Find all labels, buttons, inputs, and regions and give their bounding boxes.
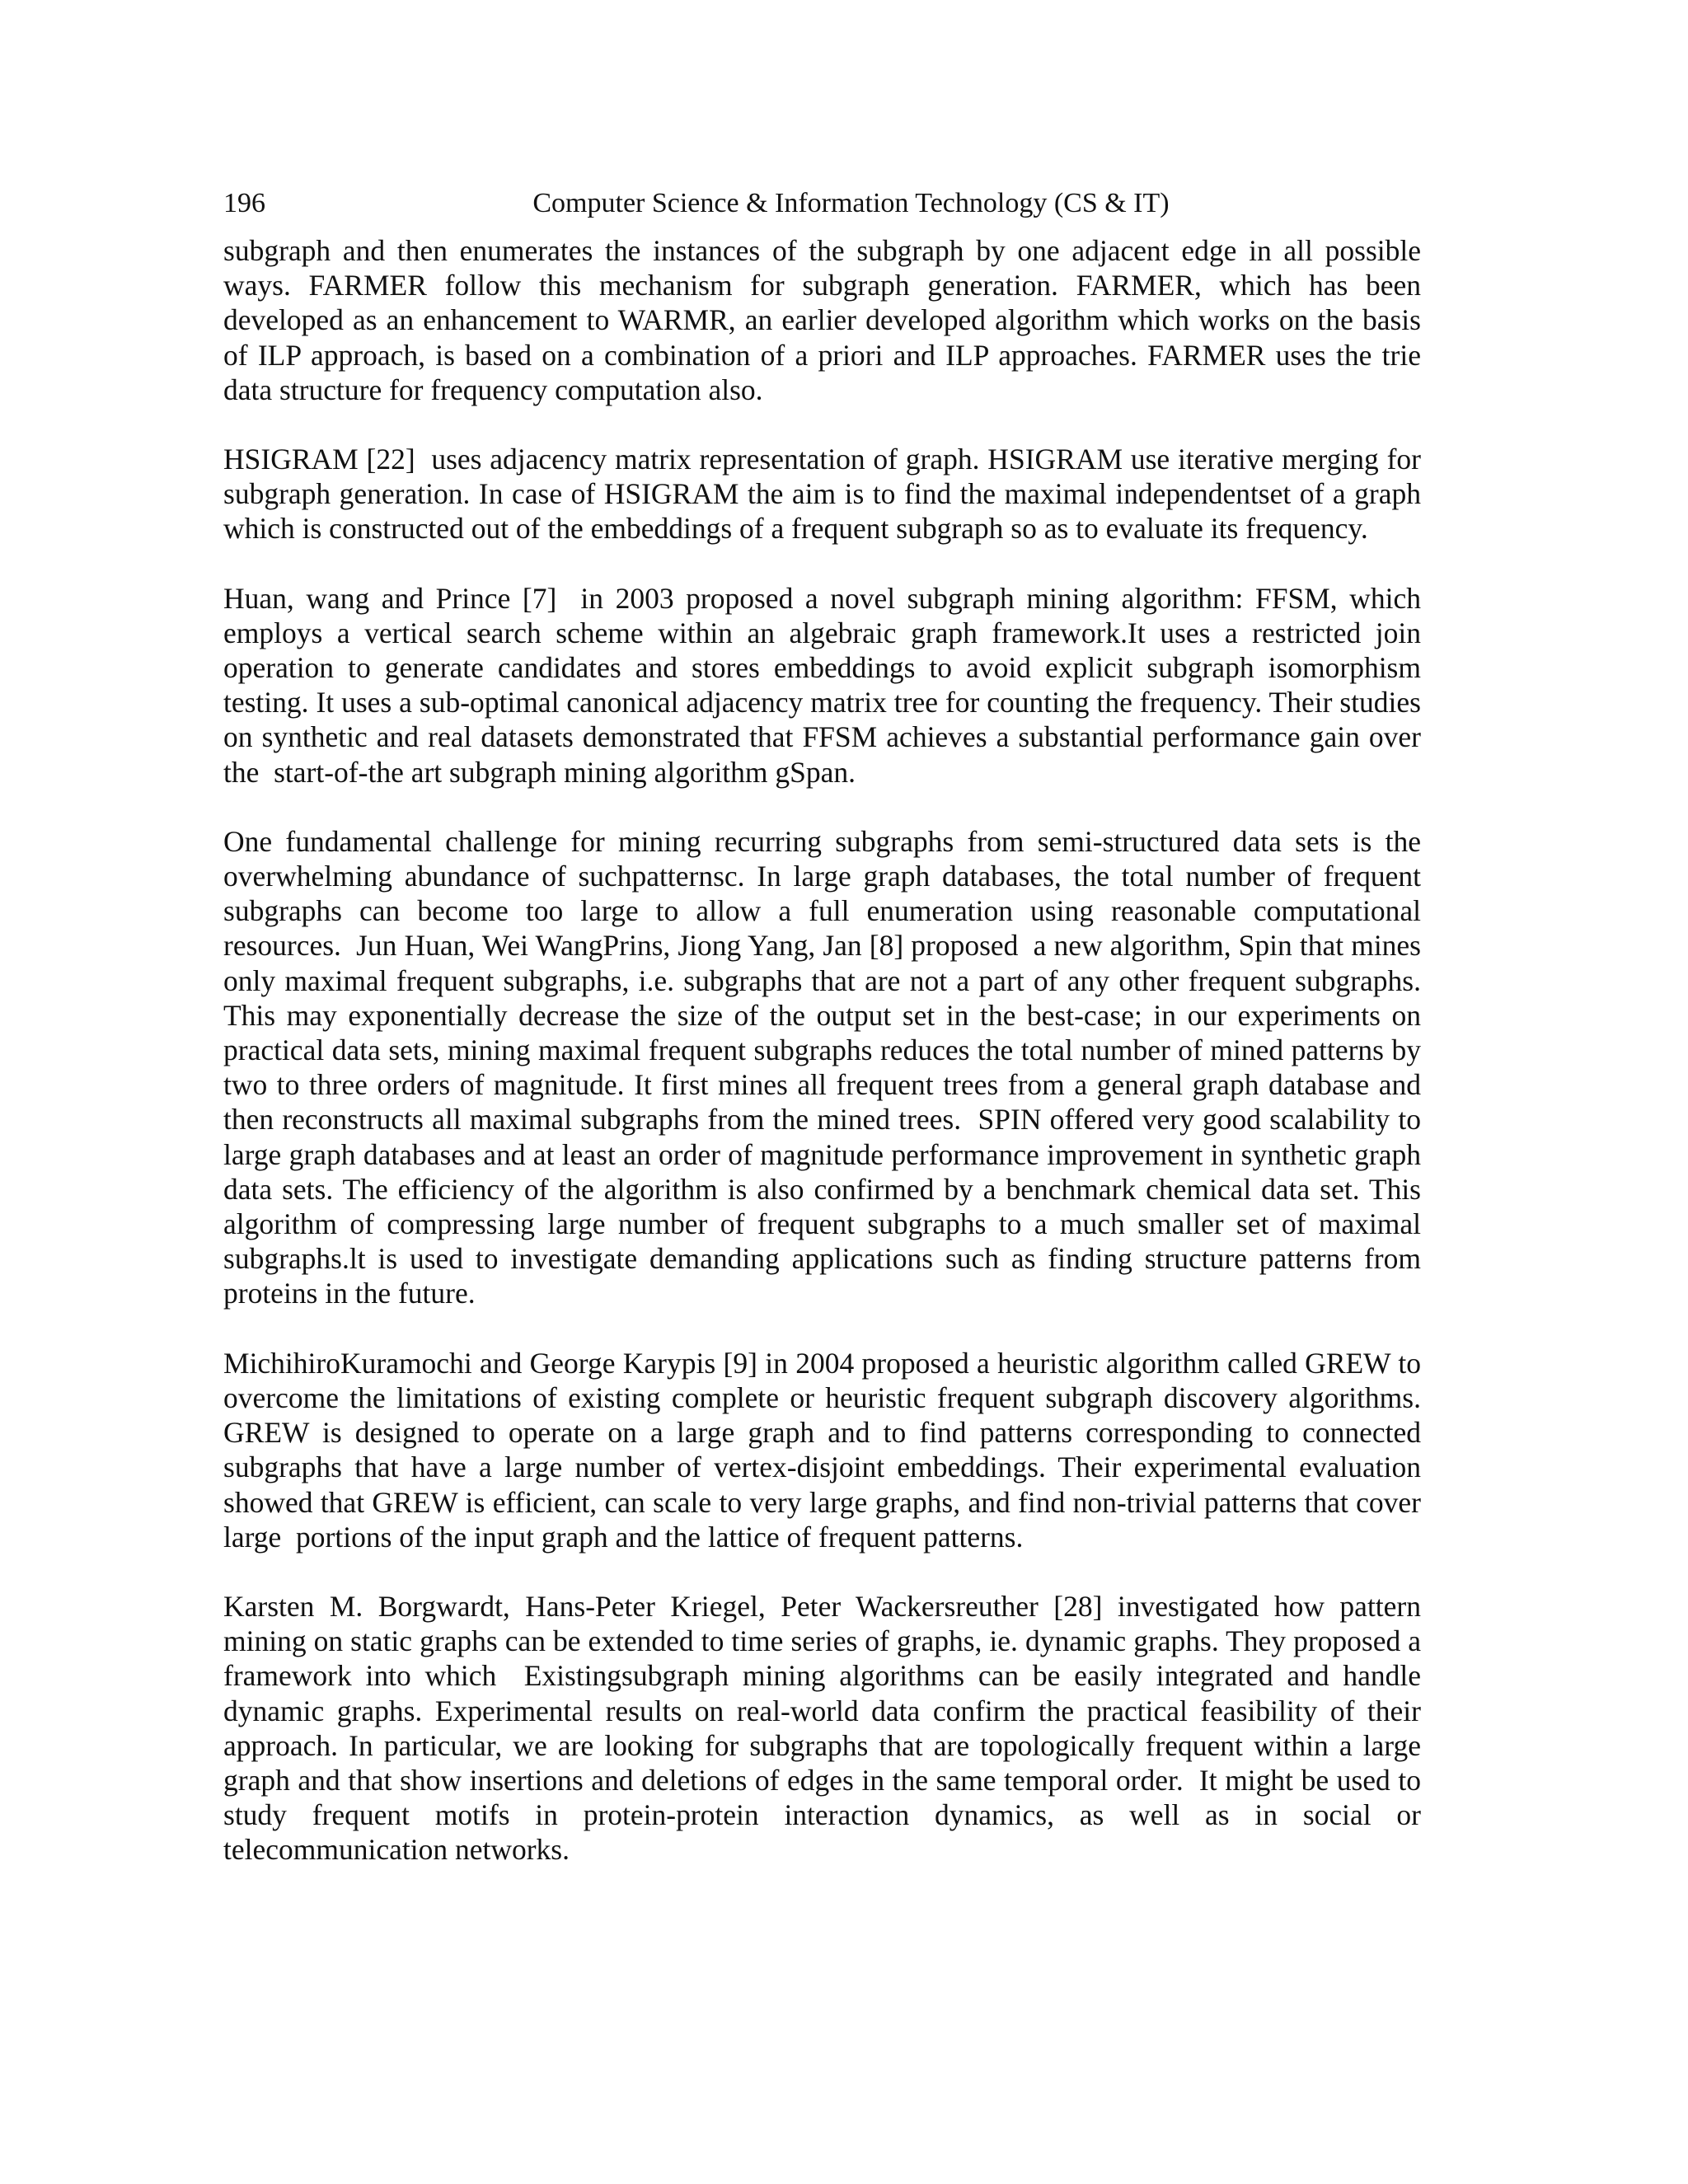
paragraph-spin: One fundamental challenge for mining recurring subgraphs from semi-structured data sets is the overwhelming abundance of suchpatternsc. In large graph databases, the total number of frequent subgraphs can become too large to allow a full enumeration using reasonable computational resources. Jun Huan, Wei WangPrins, Jiong Yang, Jan [8] proposed a new algorithm, Spin that mines only maximal frequent subgraphs, i.e. subgraphs that are not a part of any other frequent subgraphs. This may exponentially decrease the size of the output set in the best-case; in our experiments on practical data sets, mining maximal frequent subgraphs reduces the total number of mined patterns by two to three orders of magnitude. It first mines all frequent trees from a general graph database and then reconstructs all maximal subgraphs from the mined trees. SPIN offered very good scalability to large graph databases and at least an order of magnitude performance improvement in synthetic graph data sets. The efficiency of the algorithm is also confirmed by a benchmark chemical data set. This algorithm of compressing large number of frequent subgraphs to a much smaller set of maximal subgraphs.lt is used to investigate demanding applications such as finding structure patterns from proteins in the future. xyxy=(223,824,1428,1310)
paragraph-farmer: subgraph and then enumerates the instances of the subgraph by one adjacent edge in all possible ways. FARMER follow this mechanism for subgraph generation. FARMER, which has been developed as an enhancement to WARMR, an earlier developed algorithm which works on the basis of ILP approach, is based on a combination of a priori and ILP approaches. FARMER uses the trie data structure for frequency computation also. xyxy=(223,234,1428,406)
page-number: 196 xyxy=(223,188,265,218)
running-title: Computer Science & Information Technology (CS & IT) xyxy=(532,188,1170,218)
paragraph-hsigram: HSIGRAM [22] uses adjacency matrix representation of graph. HSIGRAM use iterative merging for subgraph generation. In case of HSIGRAM the aim is to find the maximal independentset of a graph which is constructed out of the embeddings of a frequent subgraph so as to evaluate its frequency. xyxy=(223,443,1428,546)
paragraph-ffsm: Huan, wang and Prince [7] in 2003 proposed a novel subgraph mining algorithm: FFSM, which employs a vertical search scheme within an algebraic graph framework.It uses a restricted join operation to generate candidates and stores embeddings to avoid explicit subgraph isomorphism testing. It uses a sub-optimal canonical adjacency matrix tree for counting the frequency. Their studies on synthetic and real datasets demonstrated that FFSM achieves a substantial performance gain over the start-of-the art subgraph mining algorithm gSpan. xyxy=(223,581,1428,789)
paragraph-dynamic-graphs: Karsten M. Borgwardt, Hans-Peter Kriegel, Peter Wackersreuther [28] investigated how pattern mining on static graphs can be extended to time series of graphs, ie. dynamic graphs. They proposed a framework into which Existingsubgraph mining algorithms can be easily integrated and handle dynamic graphs. Experimental results on real-world data confirm the practical feasibility of their approach. In particular, we are looking for subgraphs that are topologically frequent within a large graph and that show insertions and deletions of edges in the same temporal order. It might be used to study frequent motifs in protein-protein interaction dynamics, as well as in social or telecommunication networks. xyxy=(223,1589,1451,1867)
paragraph-grew: MichihiroKuramochi and George Karypis [9] in 2004 proposed a heuristic algorithm called GREW to overcome the limitations of existing complete or heuristic frequent subgraph discovery algorithms. GREW is designed to operate on a large graph and to find patterns corresponding to connected subgraphs that have a large number of vertex-disjoint embeddings. Their experimental evaluation showed that GREW is efficient, can scale to very large graphs, and find non-trivial patterns that cover large portions of the input graph and the lattice of frequent patterns. xyxy=(223,1346,1428,1554)
page-header xyxy=(223,183,1421,224)
body-text xyxy=(223,233,1451,1868)
